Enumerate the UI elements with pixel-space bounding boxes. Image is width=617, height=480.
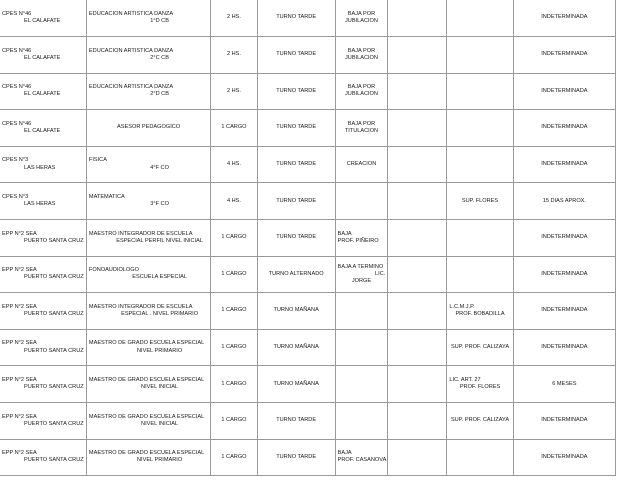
cell-replaces <box>447 293 513 330</box>
cell-empty <box>388 110 447 147</box>
cell-reason-line: LIC. <box>375 270 386 277</box>
subject-title: MAESTRO INTEGRADOR DE ESCUELA <box>88 230 193 237</box>
subject-title: EDUCACION ARTISTICA DANZA <box>88 10 174 17</box>
subject-title: MAESTRO DE GRADO ESCUELA ESPECIAL <box>88 377 205 384</box>
subject-detail: 2°C CB <box>150 54 169 61</box>
cell-term: INDETERMINADA <box>513 73 615 110</box>
cell-subject <box>86 329 210 366</box>
school-name: CPES N°3 <box>2 157 29 164</box>
cell-reason-line: BAJA POR <box>347 84 376 91</box>
cell-subject <box>86 366 210 403</box>
cell-load: 4 HS. <box>211 146 257 183</box>
cell-empty <box>388 256 447 293</box>
cell-reason <box>335 329 388 366</box>
cell-empty <box>388 73 447 110</box>
cell-subject <box>86 183 210 220</box>
subject-title: EDUCACION ARTISTICA DANZA <box>88 84 174 91</box>
cell-shift: TURNO TARDE <box>257 73 335 110</box>
cell-term: INDETERMINADA <box>513 146 615 183</box>
cell-term: INDETERMINADA <box>513 256 615 293</box>
cell-empty <box>388 439 447 476</box>
cell-shift: TURNO TARDE <box>257 439 335 476</box>
subject-title: MAESTRO INTEGRADOR DE ESCUELA <box>88 303 193 310</box>
cell-reason-line: BAJA <box>337 450 352 457</box>
cell-empty <box>388 403 447 440</box>
cell-reason-line: BAJA A TERMINO <box>337 263 384 270</box>
cell-shift: TURNO MAÑANA <box>257 293 335 330</box>
school-location: PUERTO SANTA CRUZ <box>24 420 84 427</box>
table-row <box>0 403 616 440</box>
subject-detail: NIVEL PRIMARIO <box>137 457 183 464</box>
cell-reason <box>335 110 388 147</box>
cell-subject <box>86 293 210 330</box>
cell-load: 1 CARGO <box>211 256 257 293</box>
school-name: CPES N°46 <box>2 10 32 17</box>
subject-detail: NIVEL INICIAL <box>141 384 179 391</box>
cell-subject <box>86 37 210 74</box>
cell-reason-line: BAJA <box>337 230 352 237</box>
cell-load: 1 CARGO <box>211 293 257 330</box>
cell-replaces <box>447 439 513 476</box>
cell-term: INDETERMINADA <box>513 293 615 330</box>
school-location: PUERTO SANTA CRUZ <box>24 311 84 318</box>
cell-reason-line: BAJA POR <box>347 47 376 54</box>
cell-empty <box>388 366 447 403</box>
cell-reason <box>335 146 388 183</box>
cell-school <box>0 439 86 476</box>
school-location: PUERTO SANTA CRUZ <box>24 274 84 281</box>
cell-subject <box>86 439 210 476</box>
table-row <box>0 183 616 220</box>
cell-subject <box>86 73 210 110</box>
cell-subject <box>86 403 210 440</box>
cell-term: 15 DIAS APROX. <box>513 183 615 220</box>
cell-replaces-line: PROF. FLORES <box>459 384 501 391</box>
cell-term: INDETERMINADA <box>513 329 615 366</box>
school-location: PUERTO SANTA CRUZ <box>24 457 84 464</box>
cell-replaces <box>447 146 513 183</box>
subject-title: MAESTRO DE GRADO ESCUELA ESPECIAL <box>88 340 205 347</box>
cell-reason-line: JUBILACION <box>344 54 378 61</box>
table-row <box>0 0 616 37</box>
subject-detail: ESPECIAL . NIVEL PRIMARIO <box>121 311 199 318</box>
cell-reason <box>335 0 388 37</box>
school-location: EL CALAFATE <box>24 54 61 61</box>
subject-detail: NIVEL INICIAL <box>141 420 179 427</box>
school-name: EPP N°2 SEA <box>2 340 37 347</box>
subject-title: FISICA <box>88 157 107 164</box>
school-location: LAS HERAS <box>24 201 56 208</box>
cell-replaces-line: SUP. PROF. CALIZAYA <box>450 344 510 351</box>
school-name: CPES N°3 <box>2 194 29 201</box>
cell-replaces-line: SUP. FLORES <box>461 197 499 204</box>
cell-replaces <box>447 403 513 440</box>
cell-reason <box>335 183 388 220</box>
cell-reason <box>335 37 388 74</box>
cell-shift: TURNO MAÑANA <box>257 329 335 366</box>
subject-title: MATEMATICA <box>88 194 125 201</box>
table-row <box>0 329 616 366</box>
cell-load: 1 CARGO <box>211 403 257 440</box>
school-name: CPES N°46 <box>2 120 32 127</box>
cell-load: 1 CARGO <box>211 366 257 403</box>
cell-load: 1 CARGO <box>211 110 257 147</box>
subject-title: FONOAUDIOLOGO <box>88 267 139 274</box>
cell-replaces <box>447 329 513 366</box>
cell-shift: TURNO TARDE <box>257 146 335 183</box>
cell-reason-line: PROF. CASANOVA <box>337 457 387 464</box>
cell-empty <box>388 0 447 37</box>
cell-replaces <box>447 220 513 257</box>
school-location: EL CALAFATE <box>24 18 61 25</box>
school-name: EPP N°2 SEA <box>2 303 37 310</box>
cell-reason-line: JUBILACION <box>344 18 378 25</box>
subject-title: MAESTRO DE GRADO ESCUELA ESPECIAL <box>88 450 205 457</box>
school-name: EPP N°2 SEA <box>2 450 37 457</box>
cell-replaces <box>447 110 513 147</box>
cell-subject <box>86 0 210 37</box>
cell-school <box>0 183 86 220</box>
school-location: PUERTO SANTA CRUZ <box>24 384 84 391</box>
cell-reason-line: BAJA POR <box>347 120 376 127</box>
cell-school <box>0 256 86 293</box>
cell-replaces-line: SUP. PROF. CALIZAYA <box>450 417 510 424</box>
cell-school <box>0 220 86 257</box>
cell-replaces <box>447 366 513 403</box>
cell-reason <box>335 403 388 440</box>
cell-reason-line: JUBILACION <box>344 91 378 98</box>
cell-reason <box>335 293 388 330</box>
cell-load: 2 HS. <box>211 73 257 110</box>
school-name: EPP N°2 SEA <box>2 267 37 274</box>
cell-reason-line: CREACION <box>346 161 377 168</box>
cell-load: 4 HS. <box>211 183 257 220</box>
cell-school <box>0 329 86 366</box>
cell-reason <box>335 73 388 110</box>
cell-replaces <box>447 256 513 293</box>
subject-detail: ESCUELA ESPECIAL <box>132 274 187 281</box>
cell-replaces <box>447 183 513 220</box>
subject-detail: 2°D CB <box>150 91 169 98</box>
school-location: EL CALAFATE <box>24 91 61 98</box>
cell-term: INDETERMINADA <box>513 0 615 37</box>
table-row <box>0 293 616 330</box>
cell-empty <box>388 37 447 74</box>
cell-replaces <box>447 37 513 74</box>
cell-empty <box>388 329 447 366</box>
cell-term: INDETERMINADA <box>513 37 615 74</box>
subject-detail: ESPECIAL PERFIL NIVEL INICIAL <box>116 237 203 244</box>
cell-reason-line: BAJA POR <box>347 10 376 17</box>
school-name: EPP N°2 SEA <box>2 413 37 420</box>
table-row <box>0 366 616 403</box>
cell-replaces-line: LIC. ART. 27 <box>449 377 481 384</box>
cell-empty <box>388 220 447 257</box>
cell-load: 1 CARGO <box>211 329 257 366</box>
cell-empty <box>388 146 447 183</box>
cell-load: 1 CARGO <box>211 439 257 476</box>
cell-shift: TURNO MAÑANA <box>257 366 335 403</box>
cell-reason <box>335 220 388 257</box>
subject-title: MAESTRO DE GRADO ESCUELA ESPECIAL <box>88 413 205 420</box>
cell-shift: TURNO TARDE <box>257 183 335 220</box>
table-row <box>0 256 616 293</box>
cell-shift: TURNO ALTERNADO <box>257 256 335 293</box>
school-name: EPP N°2 SEA <box>2 377 37 384</box>
cell-replaces <box>447 73 513 110</box>
school-name: CPES N°46 <box>2 47 32 54</box>
subject-title: ASESOR PEDAGOGICO <box>117 124 181 131</box>
cell-term: INDETERMINADA <box>513 439 615 476</box>
cell-reason-line: JORGE <box>351 278 372 285</box>
cell-replaces-line: PROF. BOBADILLA <box>455 311 505 318</box>
subject-detail: 1°D CB <box>150 18 169 25</box>
cell-empty <box>388 183 447 220</box>
cell-subject <box>86 256 210 293</box>
school-location: PUERTO SANTA CRUZ <box>24 237 84 244</box>
cell-school <box>0 0 86 37</box>
subject-title: EDUCACION ARTISTICA DANZA <box>88 47 174 54</box>
subject-detail: NIVEL PRIMARIO <box>137 347 183 354</box>
table-row <box>0 110 616 147</box>
cell-replaces-line: L.C.M.J.P. <box>449 303 475 310</box>
cell-subject <box>86 220 210 257</box>
cell-term: 6 MESES <box>513 366 615 403</box>
school-location: LAS HERAS <box>24 164 56 171</box>
cell-subject <box>86 110 210 147</box>
cell-shift: TURNO TARDE <box>257 37 335 74</box>
cell-reason <box>335 439 388 476</box>
cell-load: 1 CARGO <box>211 220 257 257</box>
table-row <box>0 439 616 476</box>
cell-reason <box>335 256 388 293</box>
table-row <box>0 37 616 74</box>
cell-replaces <box>447 0 513 37</box>
cell-school <box>0 366 86 403</box>
cell-shift: TURNO TARDE <box>257 0 335 37</box>
cell-shift: TURNO TARDE <box>257 110 335 147</box>
cell-school <box>0 73 86 110</box>
cell-reason-line: TITULACION <box>344 128 379 135</box>
school-name: EPP N°2 SEA <box>2 230 37 237</box>
school-name: CPES N°46 <box>2 84 32 91</box>
cell-empty <box>388 293 447 330</box>
cell-shift: TURNO TARDE <box>257 403 335 440</box>
cell-reason-line: PROF. PIÑEIRO <box>337 237 379 244</box>
cell-term: INDETERMINADA <box>513 220 615 257</box>
cell-school <box>0 146 86 183</box>
cell-school <box>0 293 86 330</box>
table-row <box>0 73 616 110</box>
school-location: EL CALAFATE <box>24 128 61 135</box>
cell-subject <box>86 146 210 183</box>
cell-reason <box>335 366 388 403</box>
cell-shift: TURNO TARDE <box>257 220 335 257</box>
cell-school <box>0 37 86 74</box>
subject-detail: 3°F CO <box>150 201 169 208</box>
cell-term: INDETERMINADA <box>513 403 615 440</box>
subject-detail: 4°F CO <box>150 164 169 171</box>
cell-load: 2 HS. <box>211 0 257 37</box>
school-location: PUERTO SANTA CRUZ <box>24 347 84 354</box>
table-row <box>0 220 616 257</box>
cell-load: 2 HS. <box>211 37 257 74</box>
cell-term: INDETERMINADA <box>513 110 615 147</box>
table-row <box>0 146 616 183</box>
cell-school <box>0 110 86 147</box>
cell-school <box>0 403 86 440</box>
